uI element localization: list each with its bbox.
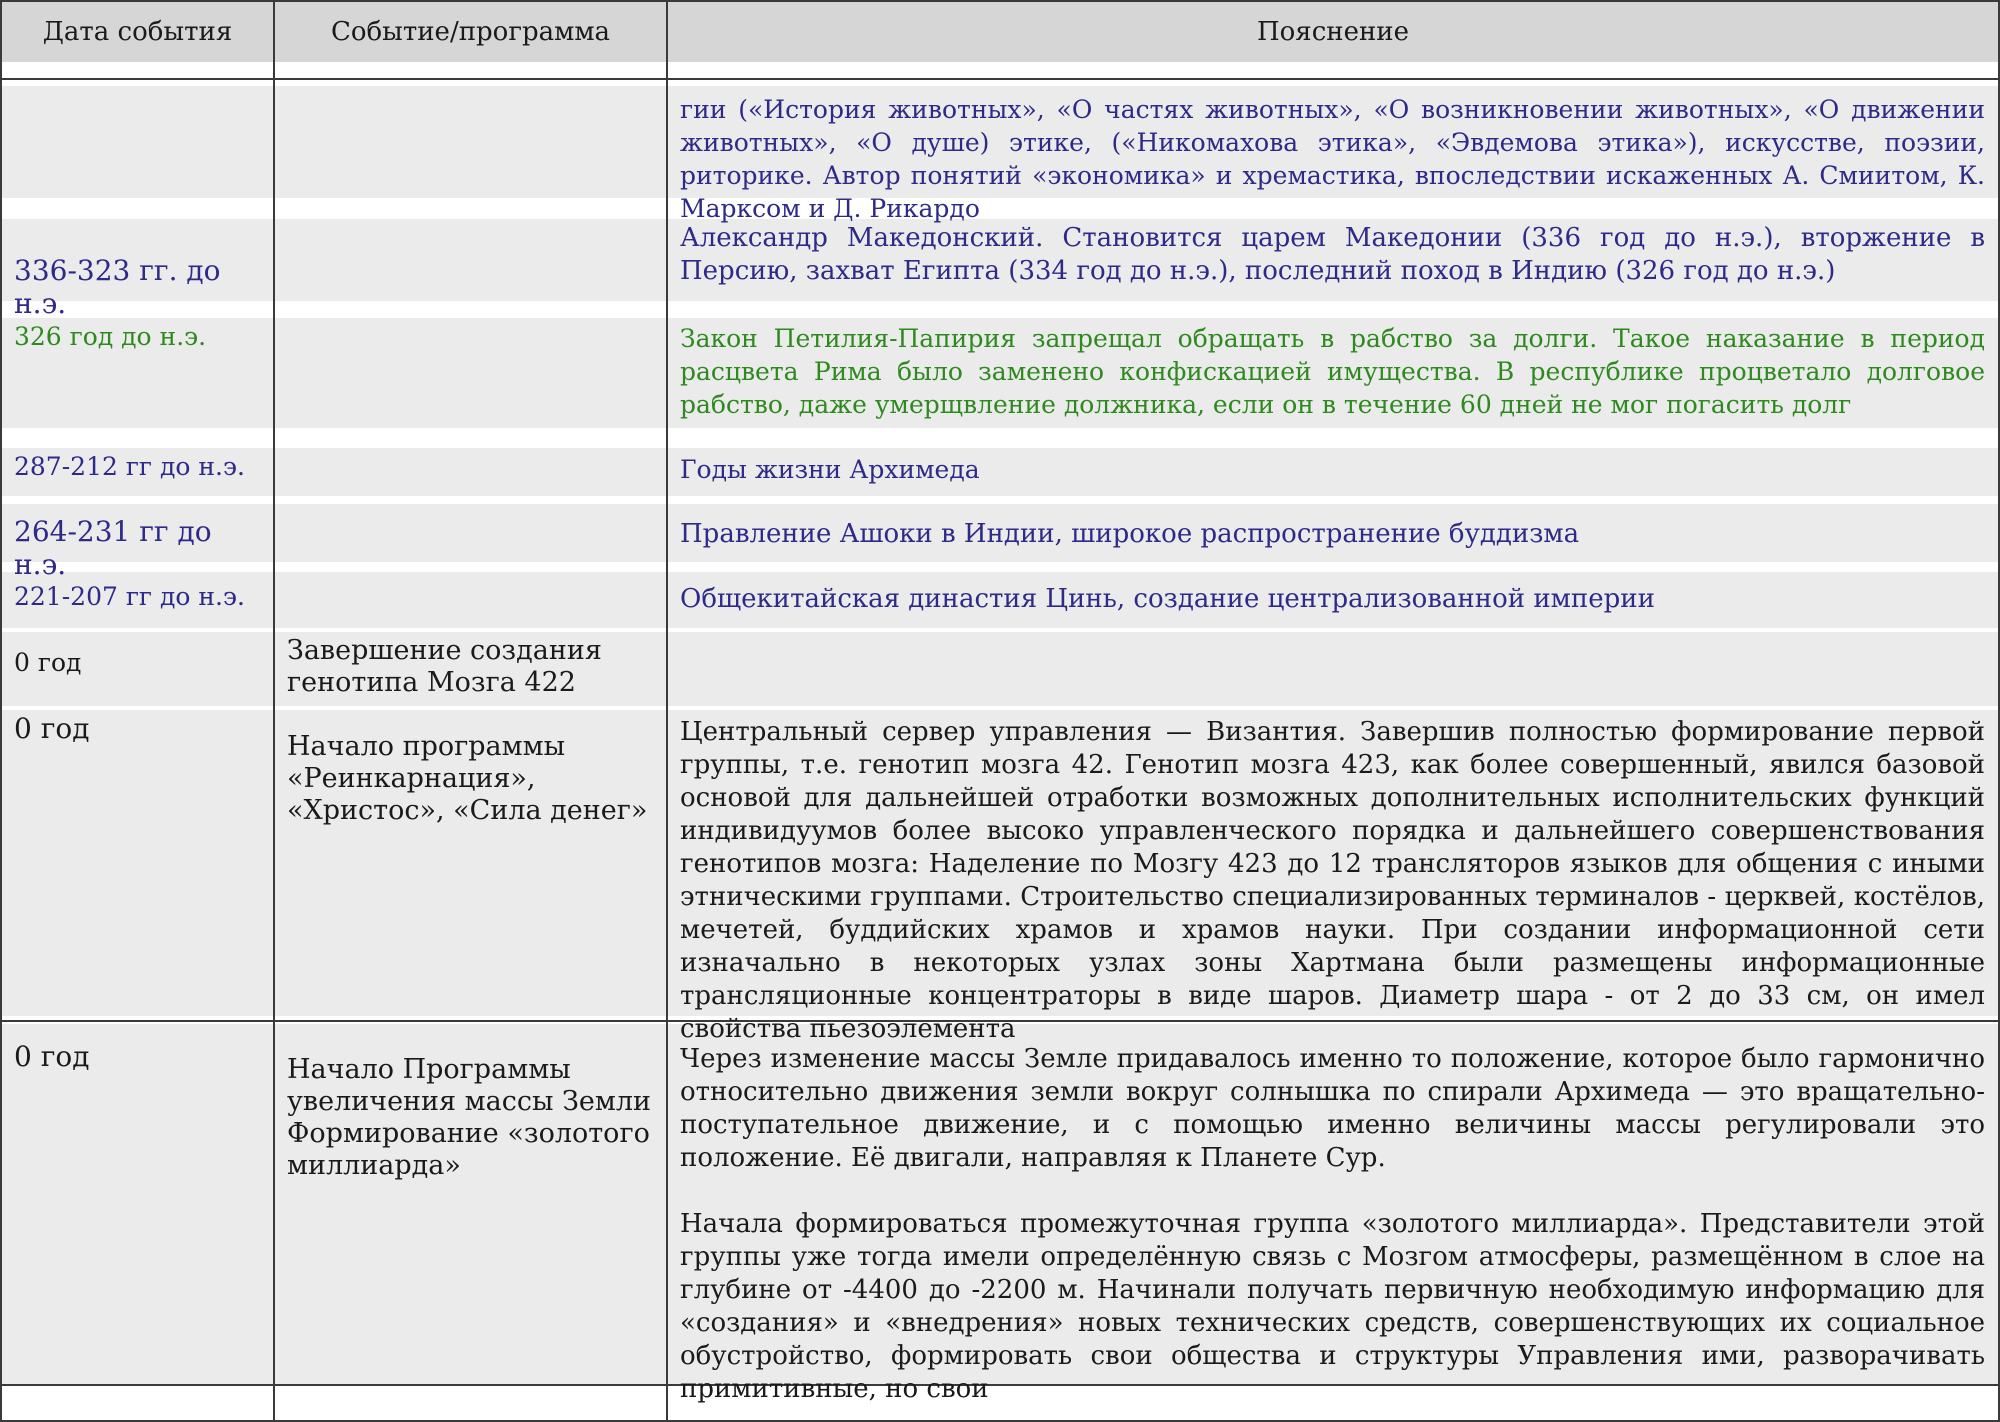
- explanation-cell: Закон Петилия-Папирия запрещал обращать в рабство за долги. Такое наказание в период расцвета Рима было заменено конфискацией имущества. В республике процветало долговое рабство, даже умерщвление должника, если он в течение 60 дней не мог погасить долг: [680, 324, 1985, 419]
- date-cell: 264-231 гг до н.э.: [14, 515, 212, 581]
- header-date: Дата события: [42, 17, 233, 47]
- explanation-paragraph: Начала формироваться промежуточная группа «золотого миллиарда». Представители этой группы уже тогда имели определённую связь с Мозгом атмосферы, размещённом в слое на глубине от -4400 до -2200 м. Начинали получать первичную необходимую информацию для «создания» и «внедрения» новых технических средств, совершенствующих их социальное обустройство, формировать свои общества и структуры Управления ими, разворачивать примитивные, но свои: [680, 1209, 1985, 1404]
- event-cell: Начало программы «Реинкарнация», «Христос», «Сила денег»: [287, 731, 648, 826]
- explanation-cell: Центральный сервер управления — Византия. Завершив полностью формирование первой группы, т.е. генотип мозга 42. Генотип мозга 423, как более совершенный, явился базовой основой для дальнейшей отработки возможных дополнительных исполнительских функций индивидуумов более высоко управленческого порядка и дальнейшего совершенствования генотипов мозга: Наделение по Мозгу 423 до 12 трансляторов языков для общения с иными этническими группами. Строительство специализированных терминалов - церквей, костёлов, мечетей, буддийских храмов и храмов науки. При создании информационной сети изначально в некоторых узлах зоны Хартмана были размещены информационные трансляционные концентраторы в виде шаров. Диаметр шара - от 2 до 33 см, он имел свойства пьезоэлемента: [680, 717, 1985, 1044]
- event-cell: Завершение создания генотипа Мозга 422: [287, 635, 602, 698]
- date-cell: 0 год: [14, 712, 90, 745]
- header-explanation: Пояснение: [1256, 17, 1410, 47]
- column-divider: [273, 0, 275, 1422]
- explanation-cell: Общекитайская династия Цинь, создание централизованной империи: [680, 584, 1655, 614]
- date-cell: 0 год: [14, 1040, 90, 1073]
- explanation-paragraph: Через изменение массы Земле придавалось именно то положение, которое было гармонично относительно движения земли вокруг солнышка по спирали Архимеда — это вращательно-поступательное движение, и с помощью именно величины массы регулировали это положение. Её двигали, направляя к Планете Сур.: [680, 1044, 1985, 1173]
- explanation-cell: [680, 1043, 1985, 1404]
- column-divider: [666, 0, 668, 1422]
- date-cell: 221-207 гг до н.э.: [14, 582, 245, 611]
- date-cell: 0 год: [14, 648, 82, 677]
- header-divider: [0, 78, 2000, 80]
- explanation-cell: гии («История животных», «О частях животных», «О возникновении животных», «О движении животных», «О душе) этике, («Никомахова этика», «Эвдемова этика»), искусстве, поэзии, риторике. Автор понятий «экономика» и хремастика, впоследствии искаженных А. Смиитом, К. Марксом и Д. Рикардо: [680, 95, 1985, 223]
- event-cell: Начало Программы увеличения массы Земли Формирование «золотого миллиарда»: [287, 1054, 652, 1181]
- explanation-cell: Годы жизни Архимеда: [680, 455, 980, 484]
- explanation-cell: Правление Ашоки в Индии, широкое распространение буддизма: [680, 519, 1580, 549]
- table-border-top: [0, 0, 2000, 2]
- explanation-cell: Александр Македонский. Становится царем Македонии (336 год до н.э.), вторжение в Персию, захват Египта (334 год до н.э.), последний поход в Индию (326 год до н.э.): [680, 223, 1985, 286]
- date-cell: 336-323 гг. до н.э.: [14, 254, 221, 320]
- header-event: Событие/программа: [330, 17, 611, 47]
- table-border-left: [0, 0, 2, 1422]
- date-cell: 326 год до н.э.: [14, 322, 207, 351]
- date-cell: 287-212 гг до н.э.: [14, 452, 245, 481]
